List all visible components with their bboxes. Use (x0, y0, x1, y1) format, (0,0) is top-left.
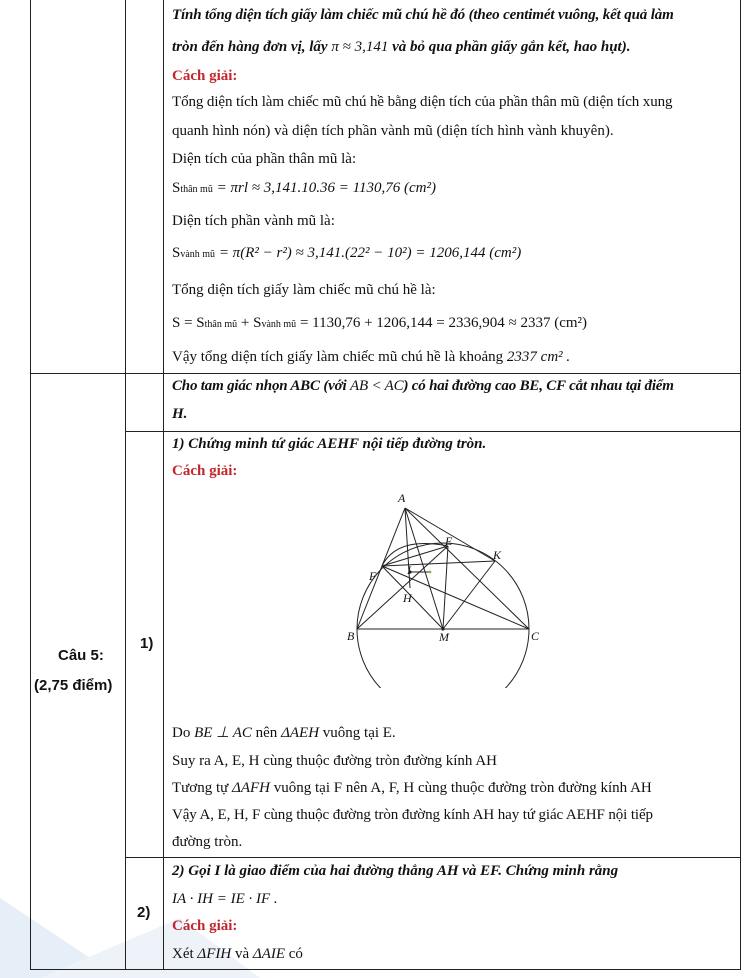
part2-title-line2: IA · IH = IE · IF . (172, 891, 278, 907)
row-divider-part1 (125, 431, 741, 432)
proof-line-4: Vậy A, E, H, F cùng thuộc đường tròn đường kính AH hay tứ giác AEHF nội tiếp (172, 807, 653, 823)
part1-solution-heading: Cách giải: (172, 463, 238, 479)
question-label: Câu 5: (58, 647, 104, 664)
table-border-left (30, 0, 31, 970)
formula-brim-area: Svành mũ = π(R² − r²) ≈ 3,141.(22² − 10²) = 1206,144 (cm²) (172, 245, 522, 261)
table-border-right (740, 0, 741, 970)
table-border-col2 (163, 0, 164, 970)
part2-number: 2) (137, 904, 151, 921)
formula-body-area: Sthân mũ = πrl ≈ 3,141.10.36 = 1130,76 (cm²) (172, 180, 436, 196)
row-divider-part2 (125, 857, 741, 858)
part2-title-line1: 2) Gọi I là giao điểm của hai đường thẳng AH và EF. Chứng minh rằng (172, 863, 619, 879)
q5-intro-line2: H. (172, 406, 188, 422)
solution-conclusion: Vậy tổng diện tích giấy làm chiếc mũ chú hề là khoảng 2337 cm² . (172, 349, 571, 365)
proof-line-5: đường tròn. (172, 834, 243, 850)
question-text-line1: Tính tổng diện tích giấy làm chiếc mũ chú hề đó (theo centimét vuông, kết quả làm (172, 7, 674, 23)
solution-paragraph-3: Diện tích của phần thân mũ là: (172, 151, 357, 167)
question-text-line2: tròn đến hàng đơn vị, lấy π ≈ 3,141 và bỏ qua phần giấy gắn kết, hao hụt). (172, 39, 631, 55)
fig-label-e: E (445, 534, 453, 548)
fig-label-i: I (407, 563, 411, 577)
proof-line-1: Do BE ⊥ AC nên ΔAEH vuông tại E. (172, 725, 396, 741)
fig-label-a: A (398, 491, 406, 505)
solution-paragraph-5: Tổng diện tích giấy làm chiếc mũ chú hề là: (172, 282, 436, 298)
solution-paragraph-1: Tổng diện tích làm chiếc mũ chú hề bằng diện tích của phần thân mũ (diện tích xung (172, 94, 673, 110)
fig-label-k: K (493, 548, 502, 562)
fig-label-m: M (439, 630, 449, 644)
table-border-col1 (125, 0, 126, 970)
fig-label-b: B (347, 629, 355, 643)
part1-title: 1) Chứng minh tứ giác AEHF nội tiếp đường tròn. (172, 436, 487, 452)
part2-proof-line-1: Xét ΔFIH và ΔAIE có (172, 946, 303, 962)
proof-line-2: Suy ra A, E, H cùng thuộc đường tròn đường kính AH (172, 753, 498, 769)
proof-line-3: Tương tự ΔAFH vuông tại F nên A, F, H cùng thuộc đường tròn đường kính AH (172, 780, 652, 796)
fig-label-c: C (531, 629, 540, 643)
solution-paragraph-4: Diện tích phần vành mũ là: (172, 213, 335, 229)
question-points: (2,75 điểm) (34, 677, 113, 694)
q5-intro-line1: Cho tam giác nhọn ABC (với AB < AC) có hai đường cao BE, CF cắt nhau tại điểm (172, 378, 674, 394)
formula-total-area: S = Sthân mũ + Svành mũ = 1130,76 + 1206,144 = 2336,904 ≈ 2337 (cm²) (172, 315, 588, 331)
part2-solution-heading: Cách giải: (172, 918, 238, 934)
solution-heading: Cách giải: (172, 68, 238, 84)
part1-number: 1) (140, 635, 154, 652)
fig-label-f: F (369, 569, 377, 583)
row-divider-q5 (30, 373, 741, 374)
geometry-figure (335, 488, 565, 688)
table-border-bottom (30, 969, 741, 970)
fig-label-h: H (403, 591, 412, 605)
solution-paragraph-2: quanh hình nón) và diện tích phần vành mũ (diện tích hình vành khuyên). (172, 123, 614, 139)
